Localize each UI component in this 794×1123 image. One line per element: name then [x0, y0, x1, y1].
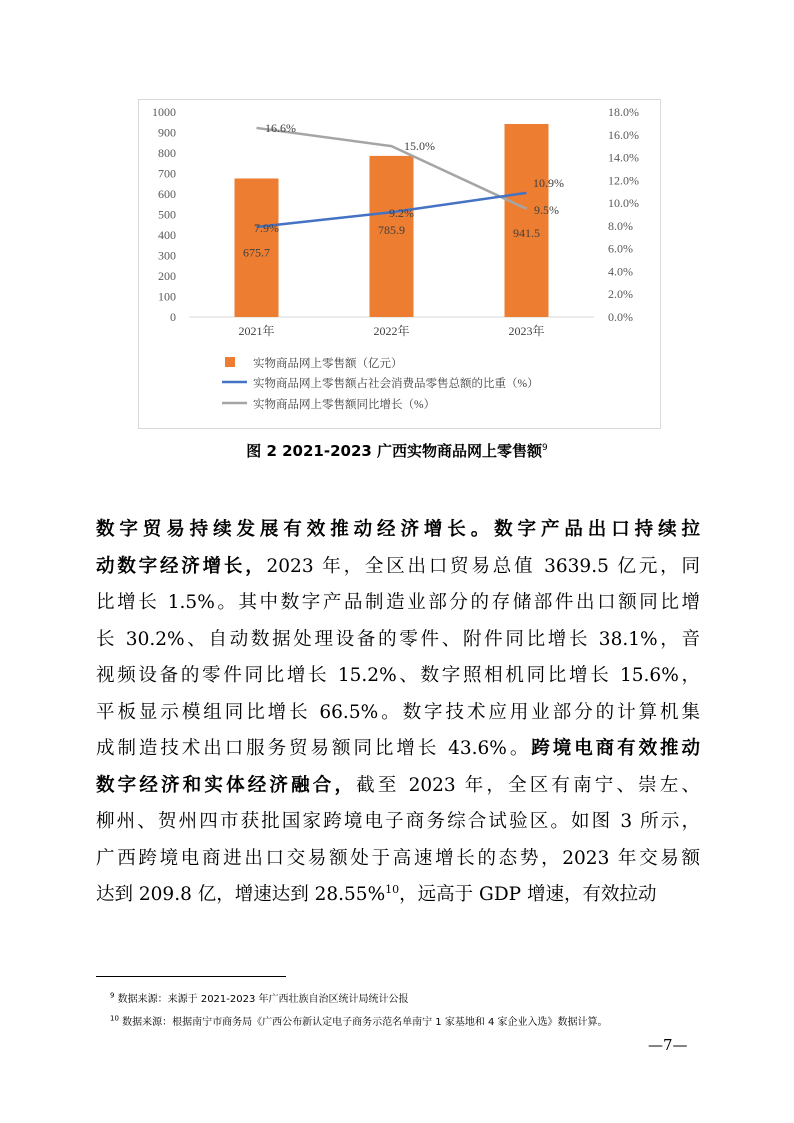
paragraph-line — [96, 585, 700, 622]
share-data-label: 10.9% — [533, 175, 564, 190]
paragraph-line — [96, 658, 700, 695]
right-axis-tick-label: 4.0% — [608, 264, 633, 279]
bar-data-label: 941.5 — [513, 225, 540, 240]
paragraph-line — [96, 877, 700, 914]
footnote-10 — [110, 1013, 608, 1028]
body-paragraph — [96, 512, 700, 914]
footnote-ref: 10 — [385, 882, 400, 896]
growth-data-label: 15.0% — [404, 139, 435, 154]
bold-text: 动数字经济增长， — [96, 555, 267, 577]
bar — [505, 124, 549, 317]
right-axis-tick-label: 6.0% — [608, 241, 633, 256]
bold-text: 数字贸易持续发展有效推动经济增长。数字产品出口持续拉 — [96, 519, 700, 540]
paragraph-line — [96, 549, 700, 586]
right-axis-tick-label: 16.0% — [608, 127, 639, 142]
left-axis-tick-label: 100 — [158, 289, 176, 304]
paragraph-line — [96, 695, 700, 732]
right-axis-tick-label: 14.0% — [608, 150, 639, 165]
right-axis-tick-label: 2.0% — [608, 287, 633, 302]
x-axis-category-label: 2022年 — [373, 324, 410, 338]
text-run: 平板显示模组同比增长 66.5%。数字技术应用业部分的计算机集 — [96, 701, 700, 723]
footnote-divider — [96, 976, 286, 977]
left-axis-tick-label: 0 — [170, 310, 176, 324]
right-axis-tick-label: 0.0% — [608, 310, 633, 324]
figure-caption-note-ref: 9 — [542, 443, 548, 453]
bold-text: 跨境电商有效推动 — [531, 738, 700, 759]
figure-caption — [0, 440, 794, 461]
text-run: 比增长 1.5%。其中数字产品制造业部分的存储部件出口额同比增 — [96, 592, 700, 613]
footnote-number: 9 — [110, 991, 115, 1000]
x-axis-category-label: 2021年 — [238, 324, 275, 338]
paragraph-line — [96, 841, 700, 878]
left-axis-tick-label: 300 — [158, 248, 176, 263]
left-axis-tick-label: 600 — [158, 187, 176, 201]
legend-label: 实物商品网上零售额（亿元） — [253, 358, 403, 370]
bar-data-label: 675.7 — [243, 245, 270, 260]
footnote-9 — [110, 990, 409, 1005]
left-axis-tick-label: 400 — [158, 228, 176, 242]
share-data-label: 9.2% — [389, 206, 414, 221]
growth-data-label: 16.6% — [265, 120, 296, 135]
figure-caption-text: 图 2 2021-2023 广西实物商品网上零售额 — [246, 442, 543, 460]
paragraph-line — [96, 768, 700, 805]
left-axis-tick-label: 700 — [158, 166, 176, 181]
paragraph-line — [96, 804, 700, 841]
legend-label: 实物商品网上零售额同比增长（%） — [253, 399, 436, 411]
footnote-number: 10 — [110, 1014, 119, 1023]
right-axis-tick-label: 8.0% — [608, 218, 633, 233]
right-axis-tick-label: 10.0% — [608, 196, 639, 211]
share-data-label: 7.9% — [254, 221, 279, 236]
retail-sales-chart — [139, 100, 660, 428]
text-run: 广西跨境电商进出口交易额处于高速增长的态势，2023 年交易额 — [96, 847, 700, 869]
footnote-text: 数据来源：根据南宁市商务局《广西公布新认定电子商务示范名单南宁 1 家基地和 4 家企业入选》数据计算。 — [122, 1017, 608, 1028]
text-run: 截至 2023 年，全区有南宁、崇左、 — [356, 774, 700, 796]
footnote-text: 数据来源：来源于 2021-2023 年广西壮族自治区统计局统计公报 — [117, 994, 409, 1005]
growth-data-label: 9.5% — [534, 202, 559, 217]
paragraph-line — [96, 512, 700, 549]
bar-data-label: 785.9 — [378, 222, 405, 237]
left-axis-tick-label: 800 — [158, 146, 176, 160]
chart-frame — [138, 99, 661, 429]
right-axis-tick-label: 18.0% — [608, 105, 639, 119]
legend-swatch-bar — [225, 357, 235, 367]
text-run: ，远高于 GDP 增速，有效拉动 — [399, 884, 657, 905]
left-axis-tick-label: 1000 — [152, 105, 176, 119]
paragraph-line — [96, 731, 700, 768]
text-run: 柳州、贺州四市获批国家跨境电子商务综合试验区。如图 3 所示， — [96, 811, 700, 832]
text-run: 长 30.2%、自动数据处理设备的零件、附件同比增长 38.1%，音 — [96, 628, 700, 650]
legend-label: 实物商品网上零售额占社会消费品零售总额的比重（%） — [253, 378, 539, 390]
bold-text: 数字经济和实体经济融合， — [96, 774, 357, 796]
paragraph-line — [96, 622, 700, 659]
text-run: 成制造技术出口服务贸易额同比增长 43.6%。 — [96, 738, 532, 759]
x-axis-category-label: 2023年 — [508, 324, 545, 338]
right-axis-tick-label: 12.0% — [608, 173, 639, 188]
page-number: —7— — [648, 1036, 688, 1054]
left-axis-tick-label: 200 — [158, 269, 176, 283]
left-axis-tick-label: 900 — [158, 125, 176, 140]
text-run: 达到 209.8 亿，增速达到 28.55% — [96, 884, 386, 905]
text-run: 2023 年，全区出口贸易总值 3639.5 亿元，同 — [266, 555, 700, 577]
text-run: 视频设备的零件同比增长 15.2%、数字照相机同比增长 15.6%， — [96, 665, 700, 686]
left-axis-tick-label: 500 — [158, 207, 176, 222]
